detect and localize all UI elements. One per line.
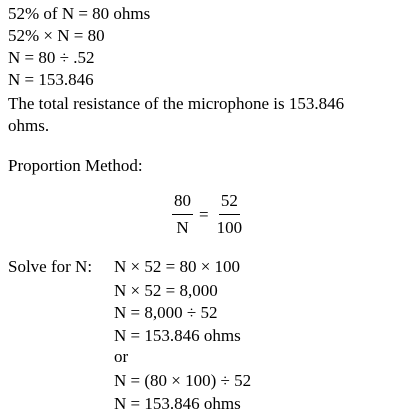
solve-step-2: N × 52 = 8,000	[114, 281, 218, 300]
percent-line-3: N = 80 ÷ .52	[8, 48, 95, 67]
percent-line-4: N = 153.846	[8, 70, 94, 89]
fraction-left-denominator: N	[176, 218, 189, 238]
solve-label: Solve for N:	[8, 257, 93, 276]
conclusion-line-1: The total resistance of the microphone is 153.846	[8, 94, 345, 113]
solve-step-4: N = 153.846 ohms	[114, 326, 241, 345]
percent-line-2: 52% × N = 80	[8, 26, 105, 45]
proportion-equation	[172, 190, 244, 239]
solve-step-1: N × 52 = 80 × 100	[114, 257, 241, 276]
fraction-right-numerator: 52	[219, 190, 240, 215]
fraction-right-denominator: 100	[216, 218, 243, 238]
solve-step-5: N = (80 × 100) ÷ 52	[114, 371, 252, 390]
solve-step-3: N = 8,000 ÷ 52	[114, 303, 218, 322]
proportion-method-heading: Proportion Method:	[8, 156, 143, 175]
solve-step-6: N = 153.846 ohms	[114, 394, 241, 413]
fraction-left	[172, 190, 193, 239]
fraction-left-numerator: 80	[172, 190, 193, 215]
equals-sign: =	[199, 204, 209, 224]
fraction-right	[215, 190, 245, 239]
solve-or: or	[114, 347, 129, 366]
conclusion-line-2: ohms.	[8, 116, 50, 135]
percent-line-1: 52% of N = 80 ohms	[8, 4, 151, 23]
